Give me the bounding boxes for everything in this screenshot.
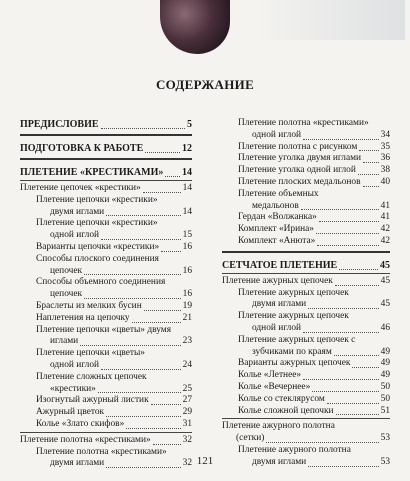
cover-photo-right-fragment <box>255 0 405 40</box>
toc-entry-title: Колье «Летнее» <box>238 370 302 381</box>
toc-entry-title: Плетение полотна с рисунком <box>238 141 358 152</box>
toc-entry <box>222 189 390 213</box>
toc-entry-title-continuation: одной иглой <box>50 230 100 241</box>
toc-entry-page: 5 <box>187 119 192 130</box>
toc-entry <box>20 407 192 419</box>
toc-entry-title-continuation: цепочек <box>50 265 83 276</box>
toc-entry-page: 42 <box>380 224 390 235</box>
toc-entry-title-continuation: «крестики» <box>50 383 96 394</box>
toc-entry <box>20 435 192 447</box>
page-number: 121 <box>196 455 214 467</box>
toc-entry <box>222 165 390 177</box>
toc-entry-page: 53 <box>380 433 390 444</box>
dot-leader <box>303 332 379 333</box>
toc-entry-page: 49 <box>380 370 390 381</box>
toc-entry-title-continuation: (сетки) <box>236 433 265 444</box>
toc-right-column <box>222 118 390 469</box>
dot-leader <box>84 298 181 299</box>
toc-entry-title: Плетение уголка одной иглой <box>238 165 356 176</box>
toc-entry-title: Плетение полотна «крестиками» <box>238 118 369 128</box>
toc-entry-page: 41 <box>380 200 390 211</box>
toc-entry-title: Наплетения на цепочку <box>36 312 130 323</box>
dot-leader <box>161 251 180 252</box>
toc-entry-title: Плетение ажурных цепочек <box>222 275 333 286</box>
dot-leader <box>339 269 378 270</box>
toc-entry-title: Плетение ажурных цепочек с <box>238 334 356 345</box>
toc-entry <box>222 311 390 335</box>
toc-entry-title: Плетение полотна «крестиками» <box>36 446 167 457</box>
toc-entry-title: Ажурный цветок <box>36 407 105 418</box>
toc-entry-title: Колье «Злато скифов» <box>36 418 125 429</box>
section-divider <box>20 180 192 181</box>
toc-entry-title-continuation: двумя иглами <box>252 456 307 467</box>
toc-entry-page: 21 <box>182 312 192 323</box>
toc-entry <box>20 218 192 242</box>
toc-entry-title: СЕТЧАТОЕ ПЛЕТЕНИЕ <box>222 259 338 271</box>
toc-entry-page: 45 <box>380 299 390 310</box>
toc-entry-page: 34 <box>380 129 390 140</box>
toc-entry <box>20 301 192 313</box>
toc-entry-title: Браслеты из мелких бусин <box>36 300 142 311</box>
toc-entry-title: ПОДГОТОВКА К РАБОТЕ <box>20 143 144 154</box>
toc-entry-title: Комплект «Анюта» <box>238 235 316 246</box>
dot-leader <box>359 150 378 151</box>
toc-entry-page: 19 <box>182 300 192 311</box>
toc-entry-page: 12 <box>182 143 192 154</box>
dot-leader <box>106 467 180 468</box>
dot-leader <box>106 215 180 216</box>
toc-entry <box>222 382 390 394</box>
dot-leader <box>363 186 379 187</box>
toc-entry-title: ПРЕДИСЛОВИЕ <box>20 119 99 130</box>
toc-entry <box>222 421 390 445</box>
dot-leader <box>363 162 379 163</box>
dot-leader <box>303 139 379 140</box>
toc-entry-page: 15 <box>182 230 192 241</box>
toc-entry <box>222 335 390 359</box>
dot-leader <box>84 274 181 275</box>
toc-entry-title: Варианты ажурных цепочек <box>238 358 351 369</box>
toc-entry-page: 36 <box>380 153 390 164</box>
toc-entry <box>222 370 390 382</box>
toc-entry <box>222 394 390 406</box>
toc-entry-page: 16 <box>182 241 192 252</box>
toc-entry <box>222 358 390 370</box>
toc-entry <box>20 277 192 301</box>
section-divider <box>20 158 192 160</box>
toc-entry <box>20 254 192 278</box>
toc-entry <box>20 419 192 431</box>
toc-entry <box>222 406 390 418</box>
toc-entry-title-continuation: одной иглой <box>252 129 302 140</box>
toc-entry <box>20 325 192 349</box>
toc-entry-title-continuation: двумя иглами <box>50 458 105 469</box>
dot-leader <box>132 322 181 323</box>
dot-leader <box>317 245 378 246</box>
toc-entry-page: 40 <box>380 176 390 187</box>
toc-entry <box>222 177 390 189</box>
toc-entry-title-continuation: одной иглой <box>252 322 302 333</box>
toc-entry-title: Плетение объемных <box>238 188 319 199</box>
toc-entry-page: 46 <box>380 322 390 333</box>
dot-leader <box>101 369 181 370</box>
toc-entry <box>20 313 192 325</box>
toc-entry-page: 23 <box>182 336 192 347</box>
toc-entry-title: Плетение ажурного полотна <box>222 421 335 432</box>
dot-leader <box>301 209 379 210</box>
toc-entry-title: Изогнутый ажурный листик <box>36 395 149 406</box>
dot-leader <box>101 239 181 240</box>
dot-leader <box>336 414 379 415</box>
toc-left-column <box>20 118 192 470</box>
dot-leader <box>266 442 378 443</box>
toc-entry-title-continuation: медальонов <box>252 200 299 211</box>
dot-leader <box>145 152 180 153</box>
toc-entry-title-continuation: двумя иглами <box>252 299 307 310</box>
toc-entry-page: 45 <box>380 259 390 271</box>
toc-entry <box>222 236 390 248</box>
toc-entry <box>20 242 192 254</box>
dot-leader <box>312 391 378 392</box>
toc-entry-title-continuation: цепочек <box>50 289 83 300</box>
dot-leader <box>358 174 379 175</box>
toc-entry-page: 14 <box>182 167 192 178</box>
toc-entry <box>20 395 192 407</box>
toc-entry-title: Способы плоского соединения <box>36 253 159 264</box>
section-divider <box>222 273 390 274</box>
cover-photo-fragment <box>160 0 230 54</box>
toc-entry <box>222 259 390 272</box>
dot-leader <box>98 392 181 393</box>
toc-entry-page: 14 <box>182 183 192 193</box>
toc-entry-page: 38 <box>380 165 390 176</box>
dot-leader <box>303 379 379 380</box>
dot-leader <box>143 192 181 193</box>
toc-entry-page: 16 <box>182 265 192 276</box>
page-title: СОДЕРЖАНИЕ <box>155 77 255 92</box>
toc-entry <box>222 224 390 236</box>
dot-leader <box>319 221 379 222</box>
dot-leader <box>165 176 180 177</box>
toc-entry-page: 29 <box>182 407 192 418</box>
toc-entry <box>20 142 192 155</box>
dot-leader <box>335 285 379 286</box>
toc-entry-title: Плетение ажурных цепочек <box>238 287 349 298</box>
dot-leader <box>106 416 181 417</box>
toc-entry-title-continuation: иглами <box>50 336 79 347</box>
toc-entry <box>222 118 390 142</box>
section-divider <box>222 251 390 253</box>
toc-entry-page: 32 <box>182 458 192 469</box>
toc-entry-title: Плетение ажурного полотна <box>238 444 351 455</box>
toc-entry-page: 24 <box>182 359 192 370</box>
toc-entry <box>222 276 390 288</box>
toc-entry-title: Плетение полотна «крестиками» <box>20 434 151 445</box>
toc-entry <box>222 142 390 154</box>
toc-entry-title: ПЛЕТЕНИЕ «КРЕСТИКАМИ» <box>20 167 164 178</box>
dot-leader <box>308 308 378 309</box>
toc-entry-page: 25 <box>182 383 192 394</box>
dot-leader <box>352 367 378 368</box>
toc-entry-page: 45 <box>380 275 390 286</box>
toc-entry-title: Колье со стеклярусом <box>238 393 325 404</box>
toc-entry <box>222 212 390 224</box>
toc-entry-title: Плетение плоских медальонов <box>238 176 361 187</box>
toc-entry <box>222 153 390 165</box>
toc-entry-title-continuation: зубчиками по краям <box>252 346 332 357</box>
section-divider <box>222 418 390 419</box>
toc-entry-page: 27 <box>182 395 192 406</box>
toc-entry-title: Плетение цепочек «крестики» <box>20 183 141 193</box>
section-divider <box>20 134 192 136</box>
toc-entry-title: Комплект «Ирина» <box>238 224 314 235</box>
dot-leader <box>327 403 379 404</box>
toc-entry-page: 16 <box>182 289 192 300</box>
toc-entry <box>20 348 192 372</box>
dot-leader <box>316 233 379 234</box>
toc-entry <box>20 372 192 396</box>
toc-entry-title: Способы объемного соединения <box>36 277 166 288</box>
toc-entry-page: 14 <box>182 206 192 217</box>
toc-entry-page: 50 <box>380 381 390 392</box>
toc-entry-title: Плетение уголка двумя иглами <box>238 153 362 164</box>
dot-leader <box>126 428 180 429</box>
toc-entry <box>20 166 192 179</box>
toc-entry-page: 51 <box>380 405 390 416</box>
toc-entry-page: 53 <box>380 456 390 467</box>
dot-leader <box>153 444 181 445</box>
toc-entry-title: Варианты цепочки «крестики» <box>36 241 160 252</box>
toc-entry-title: Плетение цепочки «цветы» <box>36 348 145 359</box>
toc-entry-page: 49 <box>380 358 390 369</box>
toc-entry-page: 49 <box>380 346 390 357</box>
toc-entry-title: Плетение цепочки «крестики» <box>36 194 158 205</box>
toc-entry-page: 41 <box>380 212 390 223</box>
toc-entry-title: Плетение цепочки «крестики» <box>36 218 158 229</box>
toc-entry-page: 32 <box>182 434 192 445</box>
toc-entry-title: Колье «Вечернее» <box>238 381 311 392</box>
toc-entry-title: Плетение сложных цепочек <box>36 371 147 382</box>
toc-entry <box>20 195 192 219</box>
toc-entry <box>20 118 192 131</box>
toc-entry <box>20 183 192 195</box>
dot-leader <box>144 310 181 311</box>
toc-entry-page: 31 <box>182 418 192 429</box>
toc-entry-title-continuation: двумя иглами <box>50 206 105 217</box>
dot-leader <box>151 404 181 405</box>
toc-entry-title: Колье сложной цепочки <box>238 405 334 416</box>
dot-leader <box>334 355 379 356</box>
dot-leader <box>101 128 185 129</box>
toc-entry-page: 50 <box>380 393 390 404</box>
section-divider <box>20 432 192 433</box>
toc-entry-page: 35 <box>380 141 390 152</box>
toc-entry-title: Гердан «Волжанка» <box>238 212 317 223</box>
dot-leader <box>80 345 180 346</box>
toc-entry-title: Плетение цепочки «цветы» двумя <box>36 324 172 335</box>
toc-entry-page: 42 <box>380 235 390 246</box>
toc-entry-title: Плетение ажурных цепочек <box>238 311 349 322</box>
toc-entry-title-continuation: одной иглой <box>50 359 100 370</box>
toc-entry <box>222 288 390 312</box>
